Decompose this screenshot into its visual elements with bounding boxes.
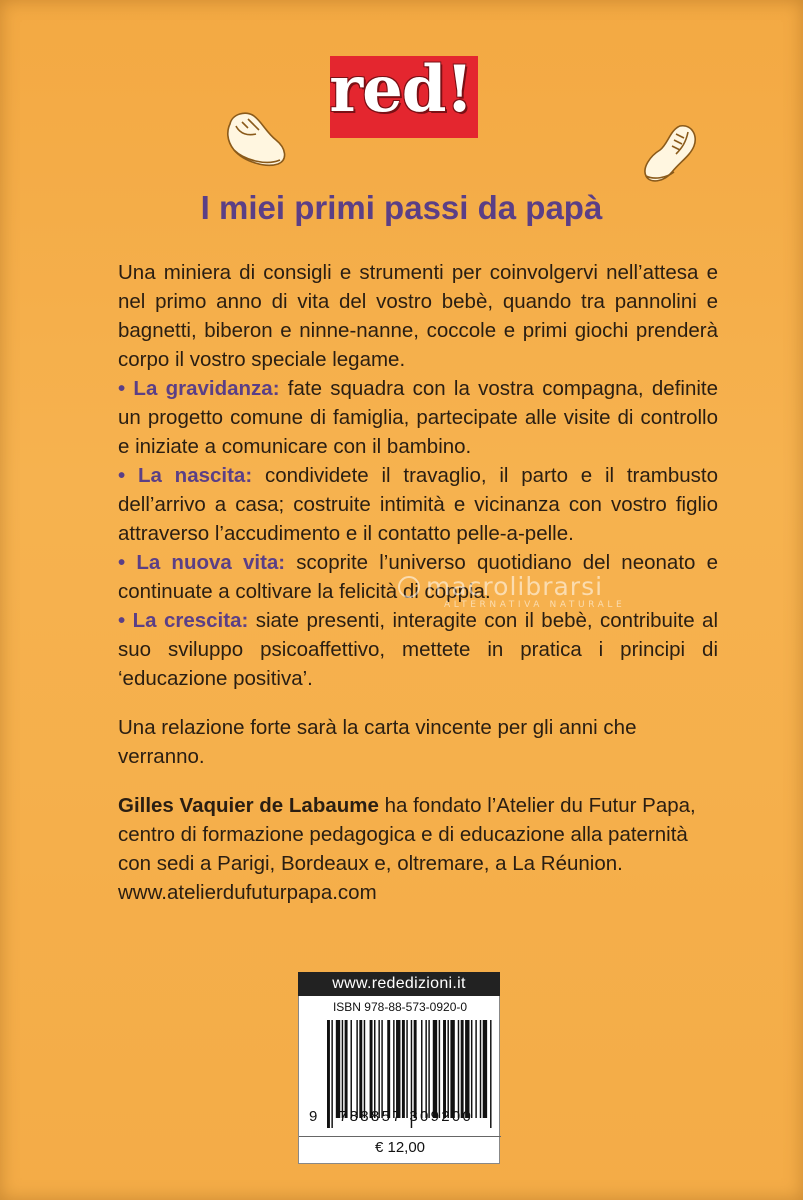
bullet-text: siate presenti, interagite con il bebè, contribuite al suo sviluppo psicoaffettivo, mettete in pratica i principi di ‘educazione positiva’. — [118, 609, 718, 690]
logo-text: red! — [329, 52, 473, 127]
bullet-text: fate squadra con la vostra compagna, definite un progetto comune di famiglia, partecipate alle visite di controllo e iniziate a comunicare con il bambino. — [118, 377, 718, 458]
bullet-nascita — [118, 461, 718, 548]
watermark-main-text: macrolibrarsi — [426, 572, 604, 601]
bullet-gravidanza — [118, 374, 718, 461]
bullet-heading: • La nascita: — [118, 464, 253, 487]
isbn: ISBN 978-88-573-0920-0 — [332, 1000, 468, 1014]
bullet-crescita — [118, 606, 718, 693]
baby-shoe-icon — [222, 106, 290, 168]
barcode-block — [298, 972, 500, 1164]
barcode-area — [298, 996, 500, 1164]
publisher-logo — [320, 50, 482, 138]
intro-paragraph: Una miniera di consigli e strumenti per coinvolgervi nell’attesa e nel primo anno di vita del vostro bebè, quando tra pannolini e bagnetti, biberon e ninne-nanne, coccole e primi giochi prenderà corpo il vostro speciale legame. — [118, 261, 718, 371]
baby-shoe-icon — [640, 120, 702, 186]
bullet-text: scoprite l’universo quotidiano del neonato e continuate a coltivare la felicità di coppia. — [118, 551, 718, 603]
ean-first-digit: 9 — [309, 1108, 318, 1125]
bullet-heading: • La gravidanza: — [118, 377, 280, 400]
price: € 12,00 — [299, 1136, 501, 1156]
bullet-text: condividete il travaglio, il parto e il trambusto dell’arrivo a casa; costruite intimità e vicinanza con vostro figlio attraverso l’accudimento e il contatto pelle-a-pelle. — [118, 464, 719, 545]
book-title: I miei primi passi da papà — [200, 189, 603, 226]
closing-sentence: Una relazione forte sarà la carta vincente per gli anni che verranno. — [118, 716, 637, 768]
bullet-heading: • La nuova vita: — [118, 551, 286, 574]
ean-digits: 788857 309200 — [339, 1108, 474, 1125]
bullet-heading: • La crescita: — [118, 609, 249, 632]
author-paragraph — [118, 791, 718, 878]
author-website: www.atelierdufuturpapa.com — [118, 881, 377, 904]
watermark-logo-icon — [398, 576, 420, 598]
watermark — [398, 572, 698, 612]
publisher-website: www.rededizioni.it — [298, 972, 500, 996]
author-bio: ha fondato l’Atelier du Futur Papa, centro di formazione pedagogica e di educazione alla paternità con sedi a Parigi, Bordeaux e, oltremare, a La Réunion. — [118, 794, 696, 875]
watermark-subtitle: ALTERNATIVA NATURALE — [444, 600, 626, 610]
author-name: Gilles Vaquier de Labaume — [118, 794, 379, 817]
